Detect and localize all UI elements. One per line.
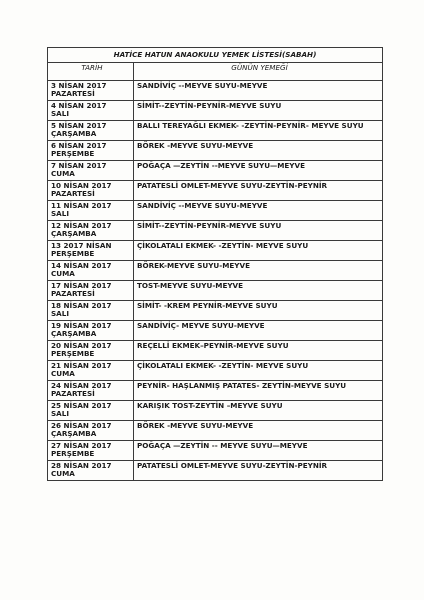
meal-cell: PATATESLİ OMLET-MEYVE SUYU-ZEYTİN-PEYNİR bbox=[134, 181, 383, 201]
day-text: SALI bbox=[51, 309, 69, 319]
table-row bbox=[48, 81, 383, 101]
date-text: 4 NİSAN 2017 bbox=[51, 101, 107, 110]
date-text: 18 NİSAN 2017 bbox=[51, 301, 112, 310]
date-text: 24 NİSAN 2017 bbox=[51, 381, 112, 390]
meal-cell: POĞAÇA —ZEYTİN --MEYVE SUYU—MEYVE bbox=[134, 161, 383, 181]
meal-cell: SANDİVİÇ --MEYVE SUYU-MEYVE bbox=[134, 81, 383, 101]
table-row bbox=[48, 141, 383, 161]
date-text: 21 NİSAN 2017 bbox=[51, 361, 112, 370]
table-row bbox=[48, 361, 383, 381]
table-row bbox=[48, 441, 383, 461]
date-cell bbox=[48, 161, 134, 181]
day-text: PERŞEMBE bbox=[51, 449, 95, 459]
day-text: ÇARŞAMBA bbox=[51, 129, 97, 139]
table-title-row bbox=[48, 48, 383, 63]
table-row bbox=[48, 401, 383, 421]
date-text: 6 NİSAN 2017 bbox=[51, 141, 107, 150]
meal-cell: PEYNİR- HAŞLANMIŞ PATATES- ZEYTİN-MEYVE SUYU bbox=[134, 381, 383, 401]
day-text: ÇARŞAMBA bbox=[51, 429, 97, 439]
day-text: PERŞEMBE bbox=[51, 349, 95, 359]
date-cell bbox=[48, 221, 134, 241]
meal-schedule-table bbox=[47, 47, 383, 481]
table-row bbox=[48, 181, 383, 201]
date-cell bbox=[48, 121, 134, 141]
meal-cell: TOST-MEYVE SUYU-MEYVE bbox=[134, 281, 383, 301]
day-text: SALI bbox=[51, 409, 69, 419]
day-text: ÇARŞAMBA bbox=[51, 329, 97, 339]
table-row bbox=[48, 321, 383, 341]
table-row bbox=[48, 201, 383, 221]
day-text: PERŞEMBE bbox=[51, 249, 95, 259]
table-row bbox=[48, 121, 383, 141]
day-text: PAZARTESİ bbox=[51, 389, 95, 399]
date-text: 17 NİSAN 2017 bbox=[51, 281, 112, 290]
day-text: ÇARŞAMBA bbox=[51, 229, 97, 239]
meal-cell: PATATESLİ OMLET-MEYVE SUYU-ZEYTİN-PEYNİR bbox=[134, 461, 383, 481]
date-cell bbox=[48, 101, 134, 121]
table-row bbox=[48, 241, 383, 261]
date-text: 7 NİSAN 2017 bbox=[51, 161, 107, 170]
date-text: 3 NİSAN 2017 bbox=[51, 81, 107, 90]
table-row bbox=[48, 341, 383, 361]
date-text: 5 NİSAN 2017 bbox=[51, 121, 107, 130]
meal-cell: SİMİT- -KREM PEYNİR-MEYVE SUYU bbox=[134, 301, 383, 321]
column-header-meal: GÜNÜN YEMEĞİ bbox=[134, 63, 383, 81]
meal-cell: SANDİVİÇ- MEYVE SUYU-MEYVE bbox=[134, 321, 383, 341]
table-header-row bbox=[48, 63, 383, 81]
meal-cell: BÖREK -MEYVE SUYU-MEYVE bbox=[134, 141, 383, 161]
meal-cell: SİMİT--ZEYTİN-PEYNİR-MEYVE SUYU bbox=[134, 101, 383, 121]
table-row bbox=[48, 381, 383, 401]
date-text: 27 NİSAN 2017 bbox=[51, 441, 112, 450]
day-text: CUMA bbox=[51, 369, 75, 379]
meal-cell: ÇİKOLATALI EKMEK- -ZEYTİN- MEYVE SUYU bbox=[134, 361, 383, 381]
date-text: 25 NİSAN 2017 bbox=[51, 401, 112, 410]
meal-cell: REÇELLİ EKMEK–PEYNİR-MEYVE SUYU bbox=[134, 341, 383, 361]
table-row bbox=[48, 281, 383, 301]
day-text: SALI bbox=[51, 209, 69, 219]
table-row bbox=[48, 221, 383, 241]
date-cell bbox=[48, 201, 134, 221]
date-cell bbox=[48, 361, 134, 381]
meal-cell: POĞAÇA —ZEYTİN -- MEYVE SUYU—MEYVE bbox=[134, 441, 383, 461]
day-text: SALI bbox=[51, 109, 69, 119]
date-cell bbox=[48, 141, 134, 161]
date-cell bbox=[48, 401, 134, 421]
meal-cell: ÇİKOLATALI EKMEK- -ZEYTİN- MEYVE SUYU bbox=[134, 241, 383, 261]
meal-cell: KARIŞIK TOST-ZEYTİN –MEYVE SUYU bbox=[134, 401, 383, 421]
day-text: CUMA bbox=[51, 169, 75, 179]
date-text: 12 NİSAN 2017 bbox=[51, 221, 112, 230]
table-row bbox=[48, 301, 383, 321]
date-cell bbox=[48, 281, 134, 301]
table-row bbox=[48, 101, 383, 121]
date-text: 19 NİSAN 2017 bbox=[51, 321, 112, 330]
date-cell bbox=[48, 461, 134, 481]
date-cell bbox=[48, 381, 134, 401]
date-text: 13 2017 NİSAN bbox=[51, 241, 112, 250]
table-row bbox=[48, 261, 383, 281]
date-text: 28 NİSAN 2017 bbox=[51, 461, 112, 470]
date-text: 20 NİSAN 2017 bbox=[51, 341, 112, 350]
date-cell bbox=[48, 341, 134, 361]
date-cell bbox=[48, 81, 134, 101]
table-row bbox=[48, 421, 383, 441]
date-cell bbox=[48, 261, 134, 281]
date-cell bbox=[48, 241, 134, 261]
meal-cell: SİMİT--ZEYTİN-PEYNİR-MEYVE SUYU bbox=[134, 221, 383, 241]
table-row bbox=[48, 461, 383, 481]
day-text: PAZARTESİ bbox=[51, 289, 95, 299]
date-cell bbox=[48, 421, 134, 441]
date-text: 14 NİSAN 2017 bbox=[51, 261, 112, 270]
meal-cell: BÖREK -MEYVE SUYU-MEYVE bbox=[134, 421, 383, 441]
date-cell bbox=[48, 181, 134, 201]
day-text: PERŞEMBE bbox=[51, 149, 95, 159]
day-text: CUMA bbox=[51, 469, 75, 479]
date-cell bbox=[48, 321, 134, 341]
column-header-date: TARİH bbox=[48, 63, 134, 81]
meal-cell: BÖREK-MEYVE SUYU-MEYVE bbox=[134, 261, 383, 281]
meal-cell: SANDİVİÇ --MEYVE SUYU-MEYVE bbox=[134, 201, 383, 221]
table-row bbox=[48, 161, 383, 181]
meal-cell: BALLI TEREYAĞLI EKMEK- -ZEYTİN-PEYNİR- MEYVE SUYU bbox=[134, 121, 383, 141]
date-text: 10 NİSAN 2017 bbox=[51, 181, 112, 190]
date-cell bbox=[48, 441, 134, 461]
day-text: PAZARTESİ bbox=[51, 89, 95, 99]
document-title: HATİCE HATUN ANAOKULU YEMEK LİSTESİ(SABAH) bbox=[48, 48, 383, 63]
date-text: 26 NİSAN 2017 bbox=[51, 421, 112, 430]
day-text: PAZARTESİ bbox=[51, 189, 95, 199]
day-text: CUMA bbox=[51, 269, 75, 279]
date-text: 11 NİSAN 2017 bbox=[51, 201, 112, 210]
date-cell bbox=[48, 301, 134, 321]
